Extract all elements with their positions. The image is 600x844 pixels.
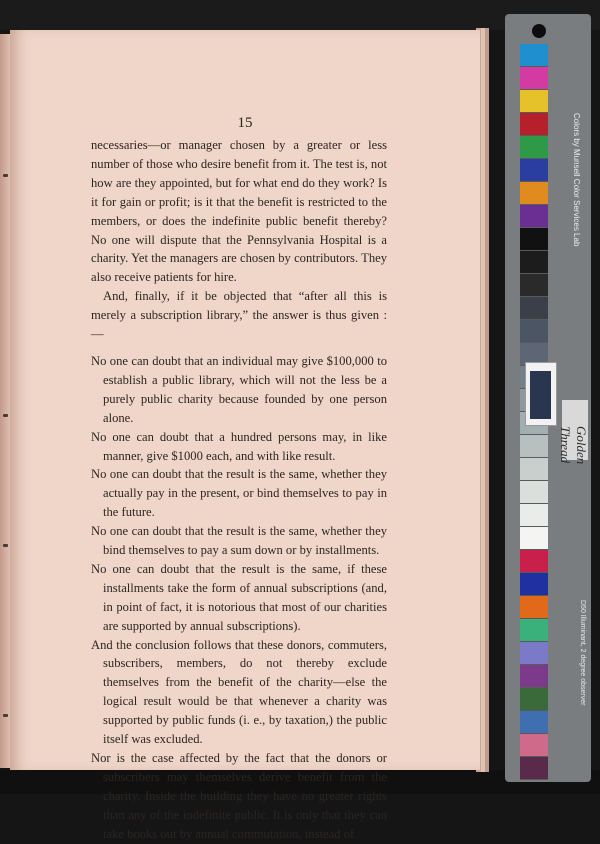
color-chip <box>520 136 548 159</box>
color-chip <box>520 251 548 274</box>
color-chip <box>520 458 548 481</box>
paragraph: necessaries—or manager chosen by a greater or less number of those who desire benefit from it. The test is, not how are they appointed, but for what end do they work? Is it for gain or profit; is it that the benefit is restricted to the members, or does the indefinite public benefit thereby? No one will dispute that the Pennsylvania Hospital is a charity. Yet the managers are chosen by contributors. They also receive patients for hire. <box>91 138 388 285</box>
paragraph: No one can doubt that the result is the same, whether they bind themselves to pay a sum down or by installments. <box>91 524 387 558</box>
color-chip <box>520 757 548 780</box>
color-chip <box>520 734 548 757</box>
color-chip <box>520 182 548 205</box>
color-chip <box>520 320 548 343</box>
paragraph: And, finally, if it be objected that “after all this is merely a subscription library,” the answer is thus given :— <box>91 289 387 342</box>
binding-hole <box>3 714 8 717</box>
color-chip <box>520 504 548 527</box>
target-illuminant-text: D50 Illuminant, 2 degree observer <box>579 600 586 706</box>
target-id-card-bar <box>530 371 551 419</box>
paragraph: No one can doubt that the result is the same, whether they actually pay in the present, or bind themselves to pay in the future. <box>91 467 387 520</box>
paragraph: And the conclusion follows that these donors, commuters, subscribers, members, do not thereby exclude themselves from the benefit of the charity—else the logical result would be that whenever a charity was supported by public funds (i. e., by taxation,) the public itself was excluded. <box>91 637 387 747</box>
color-chip <box>520 113 548 136</box>
color-chip <box>520 711 548 734</box>
paragraph: No one can doubt that the result is the same, if these installments take the form of annual subscriptions (and, in point of fact, it is notorious that most of our charities are supported by annual subscriptions). <box>91 561 387 633</box>
color-chip <box>520 44 548 67</box>
target-label-text: Golden Thread <box>558 425 589 465</box>
binding-hole <box>3 414 8 417</box>
color-chip <box>520 596 548 619</box>
color-chip <box>520 550 548 573</box>
paragraph: No one can doubt that a hundred persons may, in like manner, give $1000 each, and with like result. <box>91 429 387 463</box>
binding-hole <box>3 174 8 177</box>
color-chip <box>520 435 548 458</box>
target-brand-text: Colors by Munsell Color Services Lab <box>572 113 581 247</box>
target-id-card <box>525 362 557 426</box>
color-chip <box>520 527 548 550</box>
paragraph: Nor is the case affected by the fact that the donors or subscribers may themselves derive benefit from the charity. Inside the building they have no greater rights than any of the indefinite public. It is only that they can take books out by annual commutation, instead of <box>91 751 387 841</box>
target-punch-hole <box>532 24 546 38</box>
color-chip <box>520 67 548 90</box>
color-chip <box>520 297 548 320</box>
color-chip <box>520 688 548 711</box>
color-chip <box>520 481 548 504</box>
binding-hole <box>3 544 8 547</box>
paragraph: No one can doubt that an individual may give $100,000 to establish a public library, which will not the less be a purely public charity because founded by one person alone. <box>91 353 387 425</box>
color-chip <box>520 573 548 596</box>
color-chip <box>520 205 548 228</box>
color-chip <box>520 159 548 182</box>
color-chip <box>520 228 548 251</box>
color-chip <box>520 274 548 297</box>
color-chip <box>520 619 548 642</box>
color-chip <box>520 642 548 665</box>
page-number: 15 <box>237 115 253 131</box>
book-page <box>10 30 480 841</box>
color-chip <box>520 90 548 113</box>
page-stack-edge <box>485 28 489 772</box>
color-chip <box>520 665 548 688</box>
page-body-text <box>91 136 387 844</box>
